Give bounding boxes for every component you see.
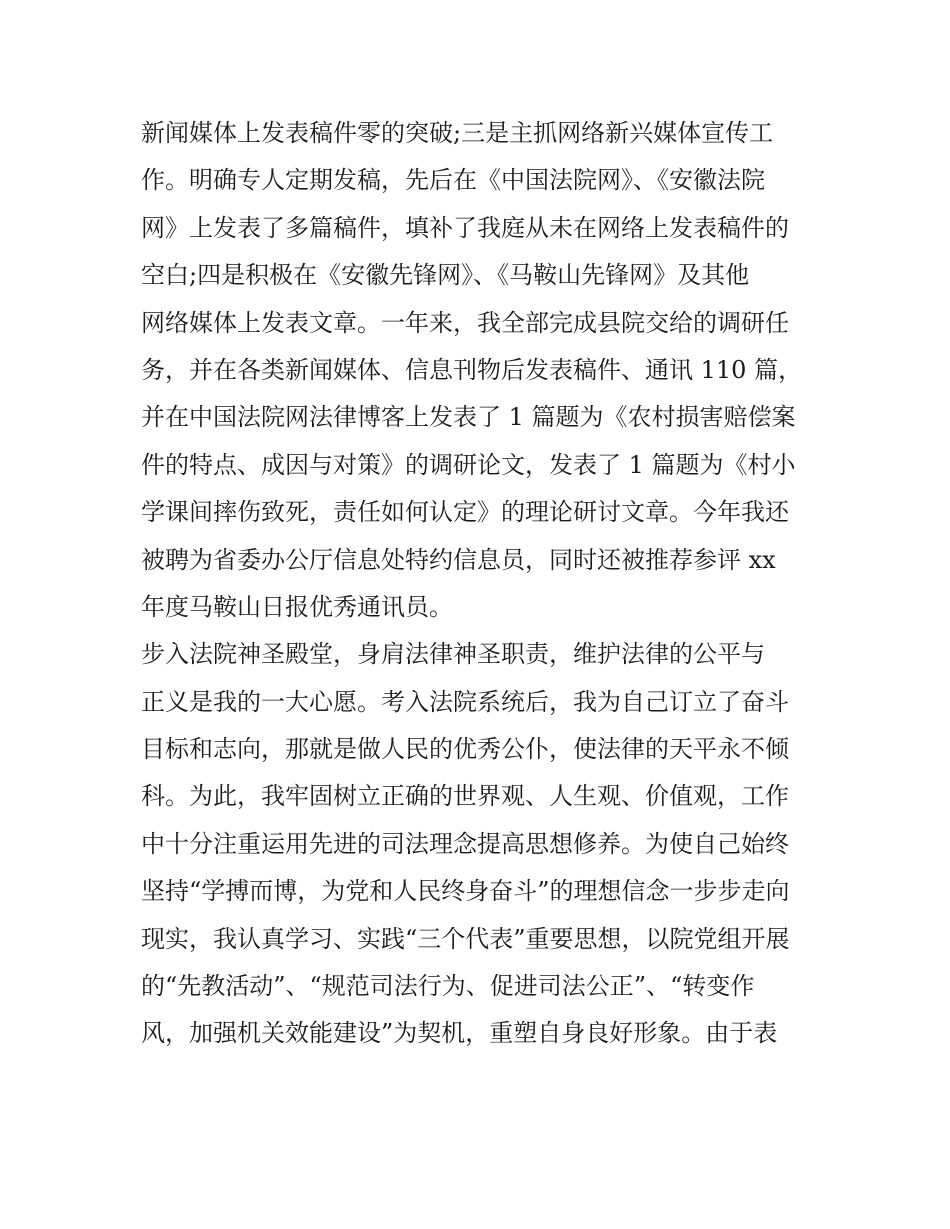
text-line: 作。明确专人定期发稿，先后在《中国法院网》、《安徽法院: [141, 166, 765, 195]
text-line: 正义是我的一大心愿。考入法院系统后，我为自己订立了奋斗: [141, 687, 789, 716]
text-line: 现实，我认真学习、实践“三个代表”重要思想，以院党组开展: [141, 924, 790, 953]
text-line: 被聘为省委办公厅信息处特约信息员，同时还被推荐参评 xx: [141, 545, 776, 574]
body-text: [141, 110, 831, 1058]
text-line: 年度马鞍山日报优秀通讯员。: [141, 592, 453, 621]
text-line: 步入法院神圣殿堂，身肩法律神圣职责，维护法律的公平与: [141, 640, 765, 669]
text-line: 务，并在各类新闻媒体、信息刊物后发表稿件、通讯 110 篇，: [141, 355, 803, 384]
text-line: 中十分注重运用先进的司法理念提高思想修养。为使自己始终: [141, 829, 789, 858]
text-line: 目标和志向，那就是做人民的优秀公仆，使法律的天平永不倾: [141, 735, 789, 764]
text-line: 件的特点、成因与对策》的调研论文，发表了 1 篇题为《村小: [141, 450, 796, 479]
text-line: 并在中国法院网法律博客上发表了 1 篇题为《农村损害赔偿案: [141, 403, 796, 432]
text-line: 新闻媒体上发表稿件零的突破;三是主抓网络新兴媒体宣传工: [141, 119, 774, 147]
text-line: 学课间摔伤致死，责任如何认定》的理论研讨文章。今年我还: [141, 498, 789, 527]
text-line: 空白;四是积极在《安徽先锋网》、《马鞍山先锋网》及其他: [141, 261, 750, 290]
text-line: 的“先教活动”、“规范司法行为、促进司法公正”、“转变作: [141, 972, 755, 1001]
text-line: 风，加强机关效能建设”为契机，重塑自身良好形象。由于表: [141, 1019, 778, 1048]
text-line: 坚持“学搏而博，为党和人民终身奋斗”的理想信念一步步走向: [141, 877, 790, 906]
text-line: 网络媒体上发表文章。一年来，我全部完成县院交给的调研任: [141, 308, 789, 337]
text-line: 网》上发表了多篇稿件，填补了我庭从未在网络上发表稿件的: [141, 213, 789, 242]
text-line: 科。为此，我牢固树立正确的世界观、人生观、价值观，工作: [141, 782, 789, 811]
